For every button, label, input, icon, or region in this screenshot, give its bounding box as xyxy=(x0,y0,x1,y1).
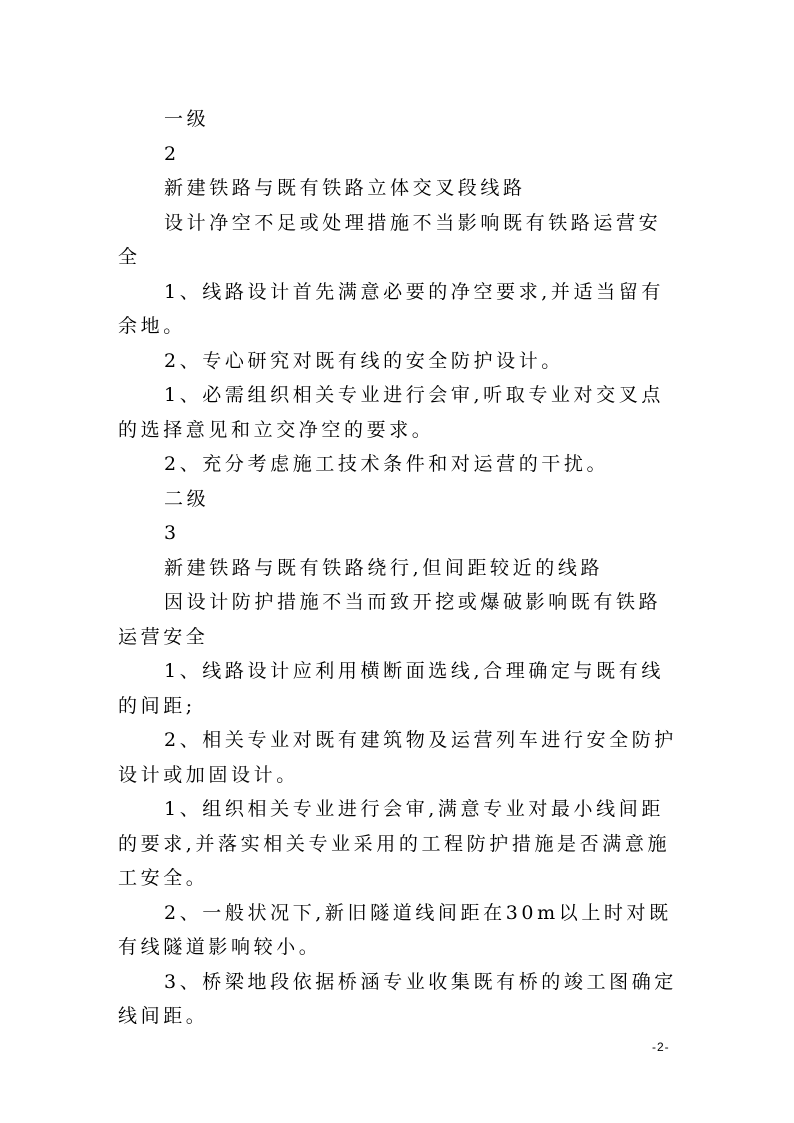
paragraph-review: 1、必需组织相关专业进行会审,听取专业对交叉点的选择意见和立交净空的要求。 xyxy=(118,384,664,441)
paragraph-measure: 2、相关专业对既有建筑物及运营列车进行安全防护设计或加固设计。 xyxy=(118,729,677,786)
paragraph-measure: 1、线路设计应利用横断面选线,合理确定与既有线的间距; xyxy=(118,660,664,717)
paragraph-level-one: 一级 xyxy=(164,108,210,130)
paragraph-item-number: 2 xyxy=(164,142,180,165)
paragraph-section-title: 新建铁路与既有铁路立体交叉段线路 xyxy=(164,177,526,199)
paragraph-measure: 2、专心研究对既有线的安全防护设计。 xyxy=(164,349,564,372)
paragraph-review: 1、组织相关专业进行会审,满意专业对最小线间距的要求,并落实相关专业采用的工程防护措施是否满意施工安全。 xyxy=(118,798,671,889)
paragraph-risk: 设计净空不足或处理措施不当影响既有铁路运营安全 xyxy=(118,211,662,268)
paragraph-review: 3、桥梁地段依据桥涵专业收集既有桥的竣工图确定线间距。 xyxy=(118,970,677,1027)
paragraph-risk: 因设计防护措施不当而致开挖或爆破影响既有铁路运营安全 xyxy=(118,591,662,648)
document-body xyxy=(118,102,680,1034)
paragraph-review: 2、充分考虑施工技术条件和对运营的干扰。 xyxy=(164,453,610,475)
page-number: -2- xyxy=(652,1040,670,1054)
paragraph-level-two: 二级 xyxy=(164,487,210,510)
paragraph-section-title: 新建铁路与既有铁路绕行,但间距较近的线路 xyxy=(164,556,604,579)
paragraph-item-number: 3 xyxy=(164,522,180,544)
paragraph-review: 2、一般状况下,新旧隧道线间距在30m以上时对既有线隧道影响较小。 xyxy=(118,901,672,958)
paragraph-measure: 1、线路设计首先满意必要的净空要求,并适当留有余地。 xyxy=(118,280,664,337)
